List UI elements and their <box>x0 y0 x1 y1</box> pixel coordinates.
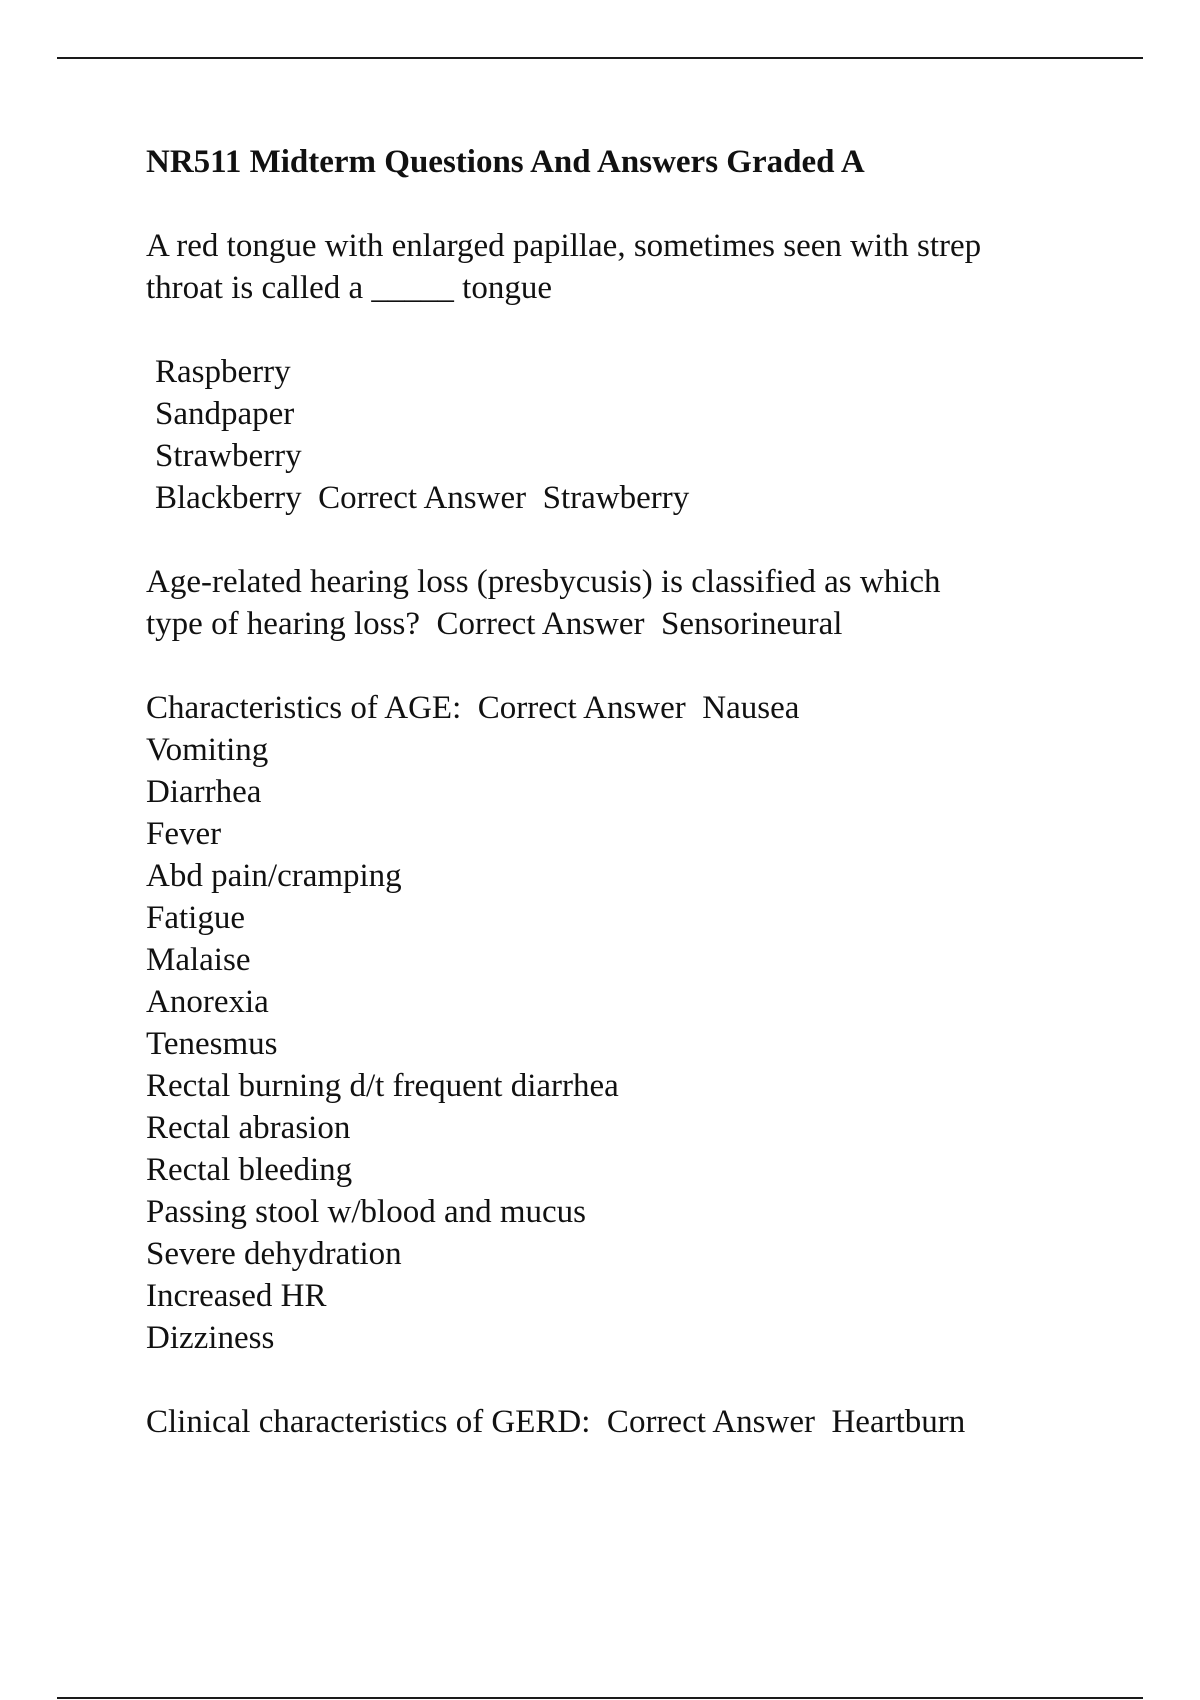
question-3 <box>146 687 1106 1359</box>
question-3-line: Tenesmus <box>146 1026 278 1062</box>
question-3-line: Fever <box>146 816 222 852</box>
question-3-line: Rectal abrasion <box>146 1110 351 1146</box>
question-3-line: Dizziness <box>146 1320 275 1356</box>
option-blackberry-answer: Blackberry Correct Answer Strawberry <box>155 480 690 516</box>
question-1 <box>146 225 1106 309</box>
question-3-line: Fatigue <box>146 900 245 936</box>
question-3-line: Anorexia <box>146 984 269 1020</box>
header-rule <box>57 57 1143 59</box>
question-4-line-1: Clinical characteristics of GERD: Correct Answer Heartburn <box>146 1404 966 1440</box>
option-raspberry: Raspberry <box>155 354 291 390</box>
question-3-line: Characteristics of AGE: Correct Answer Nausea <box>146 690 800 726</box>
question-3-line: Severe dehydration <box>146 1236 402 1272</box>
question-2-line-1: Age-related hearing loss (presbycusis) is classified as which <box>146 564 941 600</box>
question-1-line-2: throat is called a _____ tongue <box>146 270 552 306</box>
question-3-line: Abd pain/cramping <box>146 858 402 894</box>
question-2 <box>146 561 1106 645</box>
question-3-line: Rectal bleeding <box>146 1152 353 1188</box>
question-1-options <box>146 351 1106 519</box>
document-body <box>146 141 1106 1485</box>
option-strawberry: Strawberry <box>155 438 302 474</box>
footer-rule <box>57 1697 1143 1699</box>
question-3-line: Passing stool w/blood and mucus <box>146 1194 587 1230</box>
option-sandpaper: Sandpaper <box>155 396 295 432</box>
question-3-line: Rectal burning d/t frequent diarrhea <box>146 1068 619 1104</box>
question-3-line: Diarrhea <box>146 774 262 810</box>
question-1-line-1: A red tongue with enlarged papillae, sometimes seen with strep <box>146 228 982 264</box>
document-title: NR511 Midterm Questions And Answers Graded A <box>146 144 865 180</box>
question-2-line-2: type of hearing loss? Correct Answer Sensorineural <box>146 606 843 642</box>
question-3-line: Malaise <box>146 942 251 978</box>
question-3-line: Increased HR <box>146 1278 327 1314</box>
question-4 <box>146 1401 1106 1443</box>
question-3-line: Vomiting <box>146 732 269 768</box>
